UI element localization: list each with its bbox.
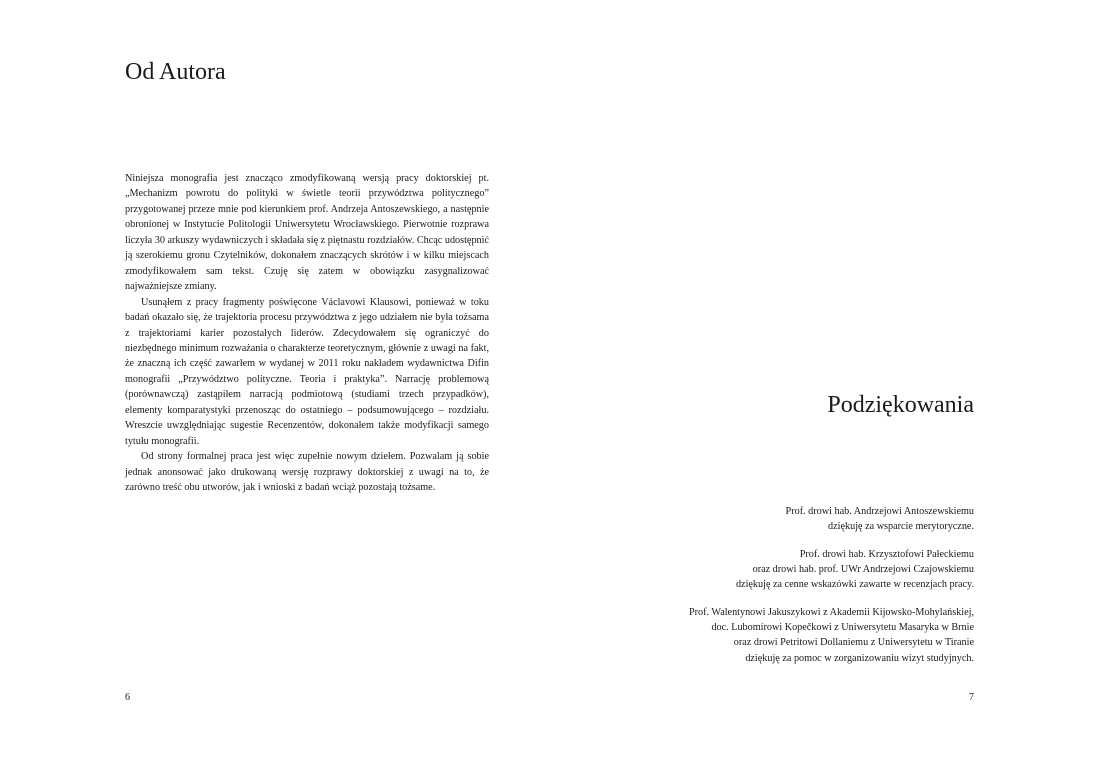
paragraph: Od strony formalnej praca jest więc zupełnie nowym dziełem. Pozwalam ją sobie jednak anonsować jako drukowaną wersję rozprawy doktorskiej z uwagi na to, że zarówno treść obu utworów, jak i wnioski z badań wciąż pozostają tożsame. (125, 451, 489, 494)
paragraph: Niniejsza monografia jest znacząco zmodyfikowaną wersją pracy doktorskiej pt. „Mechanizm powrotu do polityki w świetle teorii przywództwa politycznego” przygotowanej przeze mnie pod kierunkiem prof. Andrzeja Antoszewskiego, a następnie obronionej w Instytucie Politologii Uniwersytetu Wrocławskiego. Pierwotnie rozprawa liczyła 30 arkuszy wydawniczych i składała się z piętnastu rozdziałów. Chcąc udostępnić ją szerokiemu gronu Czytelników, dokonałem znaczących skrótów i w kilku miejscach zmodyfikowałem sam tekst. Czuję się zatem w obowiązku zasygnalizować najważniejsze zmiany. (125, 173, 489, 293)
body-text (125, 171, 489, 496)
acknowledgement-line: dziękuję za wsparcie merytoryczne. (828, 521, 974, 533)
page-number: 6 (125, 692, 130, 703)
paragraph: Usunąłem z pracy fragmenty poświęcone Václavowi Klausowi, ponieważ w toku badań okazało się, że trajektoria procesu przywództwa z jego udziałem nie była tożsama z trajektoriami karier pozostałych liderów. Zdecydowałem się ograniczyć do niezbędnego minimum rozważania o charakterze teoretycznym, głównie z uwagi na fakt, że znaczną ich część zawarłem w wydanej w 2011 roku nakładem wydawnictwa Difin monografii „Przywództwo polityczne. Teoria i praktyka”. Narrację problemową (porównawczą) zastąpiłem narracją podmiotową (studiami trzech przypadków), elementy komparatystyki przenosząc do ostatniego – podsumowującego – rozdziału. Wreszcie uwzględniając sugestie Recenzentów, dokonałem także modyfikacji samego tytułu monografii. (125, 296, 489, 447)
chapter-title: Od Autora (125, 59, 226, 85)
acknowledgement-line: oraz drowi Petritowi Dollaniemu z Uniwersytetu w Tiranie (733, 637, 974, 649)
page-number: 7 (969, 692, 974, 703)
acknowledgement-line: dziękuję za pomoc w zorganizowaniu wizyt studyjnych. (745, 652, 974, 664)
acknowledgement-line: doc. Lubomírowi Kopečkowi z Uniwersytetu Masaryka w Brnie (711, 622, 974, 634)
acknowledgement-line: Prof. drowi hab. Krzysztofowi Pałeckiemu (799, 549, 974, 560)
acknowledgement-line: oraz drowi hab. prof. UWr Andrzejowi Czajowskiemu (752, 564, 974, 576)
acknowledgement-block (574, 504, 974, 534)
acknowledgement-line: Prof. Walentynowi Jakuszykowi z Akademii Kijowsko-Mohylańskiej, (688, 607, 974, 618)
acknowledgement-block (574, 547, 974, 593)
acknowledgement-block (574, 605, 974, 666)
acknowledgements-title: Podziękowania (827, 392, 974, 418)
acknowledgement-line: dziękuję za cenne wskazówki zawarte w recenzjach pracy. (735, 579, 974, 591)
acknowledgement-line: Prof. drowi hab. Andrzejowi Antoszewskiemu (785, 506, 974, 517)
right-page (550, 0, 1100, 770)
